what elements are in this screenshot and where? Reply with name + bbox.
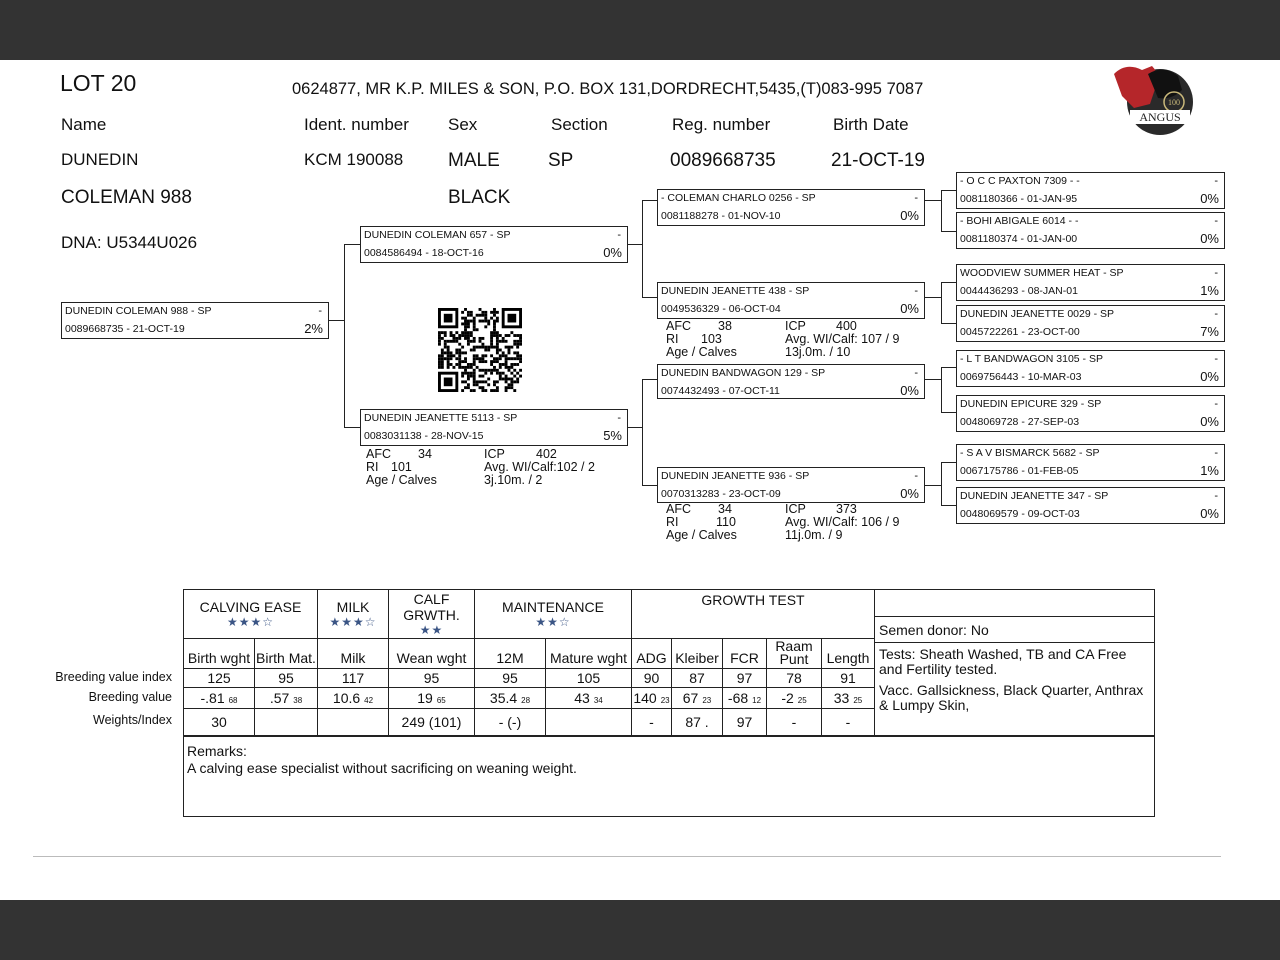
maint-stars: ★★☆ <box>535 615 571 629</box>
animal-dna: DNA: U5344U026 <box>61 233 198 252</box>
remarks-text: A calving ease specialist without sacrificing on weaning weight. <box>187 760 577 776</box>
animal-colour: BLACK <box>448 187 511 208</box>
pedigree-dam-dam: DUNEDIN JEANETTE 936 - SP - 0070313283 - 23-OCT-09 0% <box>657 467 925 503</box>
animal-section: SP <box>548 150 574 171</box>
group-calving: CALVING EASE ★★★☆ <box>184 590 318 639</box>
pedigree-dds: - S A V BISMARCK 5682 - SP - 0067175786 - 01-FEB-05 1% <box>956 444 1225 481</box>
animal-reg: 0089668735 <box>670 150 776 171</box>
col-header: Mature wght <box>546 639 632 669</box>
bv-cell: 10.6 42 <box>318 688 389 709</box>
label-sex: Sex <box>448 115 478 134</box>
col-header: Birth Mat. <box>255 639 318 669</box>
col-header: ADG <box>632 639 672 669</box>
bvi-cell: 91 <box>822 669 875 688</box>
wi-cell: - <box>767 709 822 736</box>
pedigree-ssd: - BOHI ABIGALE 6014 - - - 0081180374 - 01-JAN-00 0% <box>956 212 1225 249</box>
bv-cell: -68 12 <box>723 688 767 709</box>
pedigree-dss: - L T BANDWAGON 3105 - SP - 0069756443 - 10-MAR-03 0% <box>956 350 1225 387</box>
bvi-cell: 87 <box>672 669 723 688</box>
bvi-cell: 117 <box>318 669 389 688</box>
bv-cell: -.81 68 <box>184 688 255 709</box>
bv-cell: 19 65 <box>389 688 475 709</box>
pedigree-dam-sire: DUNEDIN BANDWAGON 129 - SP - 0074432493 - 07-OCT-11 0% <box>657 364 925 399</box>
pedigree-sire: DUNEDIN COLEMAN 657 - SP - 0084586494 - 18-OCT-16 0% <box>360 226 628 263</box>
wi-cell <box>546 709 632 736</box>
col-header: Wean wght <box>389 639 475 669</box>
qr-code <box>436 308 524 392</box>
logo-text: ANGUS <box>1139 110 1181 124</box>
pedigree-dsd: DUNEDIN EPICURE 329 - SP - 0048069728 - 27-SEP-03 0% <box>956 395 1225 432</box>
tests-text: Tests: Sheath Washed, TB and CA Free and Fertility tested. <box>879 646 1127 677</box>
wi-cell: - <box>822 709 875 736</box>
bv-cell: 35.4 28 <box>475 688 546 709</box>
wi-cell <box>255 709 318 736</box>
row-label-bv: Breeding value <box>88 690 172 704</box>
calfgr-stars: ★★ <box>419 623 444 637</box>
bvi-cell: 125 <box>184 669 255 688</box>
pedigree-sire-dam: DUNEDIN JEANETTE 438 - SP - 0049536329 - 06-OCT-04 0% <box>657 282 925 319</box>
label-ident: Ident. number <box>304 115 409 134</box>
bvi-cell: 78 <box>767 669 822 688</box>
divider <box>33 856 1221 857</box>
pedigree-sds: WOODVIEW SUMMER HEAT - SP - 0044436293 - 08-JAN-01 1% <box>956 264 1225 301</box>
col-header: Kleiber <box>672 639 723 669</box>
owner-line: 0624877, MR K.P. MILES & SON, P.O. BOX 131,DORDRECHT,5435,(T)083-995 7087 <box>292 80 924 98</box>
bv-cell: 43 34 <box>546 688 632 709</box>
wi-cell: 87 . <box>672 709 723 736</box>
bv-cell: 33 25 <box>822 688 875 709</box>
semen-donor: Semen donor: No <box>879 622 989 638</box>
wi-cell: 249 (101) <box>389 709 475 736</box>
bv-cell: 140 23 <box>632 688 672 709</box>
bv-cell: .57 38 <box>255 688 318 709</box>
col-header: Raam Punt <box>767 639 822 669</box>
calving-stars: ★★★☆ <box>226 615 275 629</box>
notes-cell <box>875 590 1155 736</box>
lot-number: LOT 20 <box>60 70 137 96</box>
bottom-bar <box>0 900 1280 960</box>
wi-cell <box>318 709 389 736</box>
bvi-cell: 95 <box>475 669 546 688</box>
label-birth: Birth Date <box>833 115 909 134</box>
label-section: Section <box>551 115 608 134</box>
col-header: 12M <box>475 639 546 669</box>
wi-cell: - <box>632 709 672 736</box>
bv-cell: 67 23 <box>672 688 723 709</box>
wi-cell: - (-) <box>475 709 546 736</box>
group-milk: MILK ★★★☆ <box>318 590 389 639</box>
angus-logo <box>1112 60 1196 140</box>
top-bar <box>0 0 1280 60</box>
animal-name-1: DUNEDIN <box>61 150 139 169</box>
col-header: Milk <box>318 639 389 669</box>
bvi-cell: 90 <box>632 669 672 688</box>
svg-text:100: 100 <box>1168 98 1180 107</box>
bvi-cell: 105 <box>546 669 632 688</box>
bvi-cell: 95 <box>255 669 318 688</box>
milk-stars: ★★★☆ <box>329 615 377 629</box>
label-name: Name <box>61 115 107 134</box>
pedigree-sdd: DUNEDIN JEANETTE 0029 - SP - 0045722261 - 23-OCT-00 7% <box>956 305 1225 342</box>
col-header: Length <box>822 639 875 669</box>
pedigree-self: DUNEDIN COLEMAN 988 - SP - 0089668735 - 21-OCT-19 2% <box>61 302 329 339</box>
group-growth-test: GROWTH TEST <box>632 590 875 639</box>
animal-name-2: COLEMAN 988 <box>61 187 192 208</box>
pedigree-sss: - O C C PAXTON 7309 - - - 0081180366 - 01-JAN-95 0% <box>956 172 1225 209</box>
remarks-box <box>183 736 1155 817</box>
row-label-wi: Weights/Index <box>93 713 172 727</box>
pedigree-sire-sire: - COLEMAN CHARLO 0256 - SP - 0081188278 - 01-NOV-10 0% <box>657 189 925 226</box>
animal-ident: KCM 190088 <box>304 150 404 169</box>
col-header: FCR <box>723 639 767 669</box>
label-reg: Reg. number <box>672 115 771 134</box>
vacc-text: Vacc. Gallsickness, Black Quarter, Anthrax & Lumpy Skin, <box>879 682 1144 713</box>
group-calf-growth: CALF GRWTH. ★★ <box>389 590 475 639</box>
bvi-cell: 95 <box>389 669 475 688</box>
pedigree-ddd: DUNEDIN JEANETTE 347 - SP - 0048069579 - 09-OCT-03 0% <box>956 487 1225 524</box>
col-header: Birth wght <box>184 639 255 669</box>
bvi-cell: 97 <box>723 669 767 688</box>
breeding-table <box>183 589 1155 736</box>
remarks-label: Remarks: <box>187 743 247 759</box>
row-label-bvi: Breeding value index <box>55 670 172 684</box>
animal-birth: 21-OCT-19 <box>831 150 925 171</box>
wi-cell: 30 <box>184 709 255 736</box>
animal-sex: MALE <box>448 150 500 171</box>
wi-cell: 97 <box>723 709 767 736</box>
bv-cell: -2 25 <box>767 688 822 709</box>
pedigree-dam: DUNEDIN JEANETTE 5113 - SP - 0083031138 - 28-NOV-15 5% <box>360 409 628 446</box>
group-maintenance: MAINTENANCE ★★☆ <box>475 590 632 639</box>
